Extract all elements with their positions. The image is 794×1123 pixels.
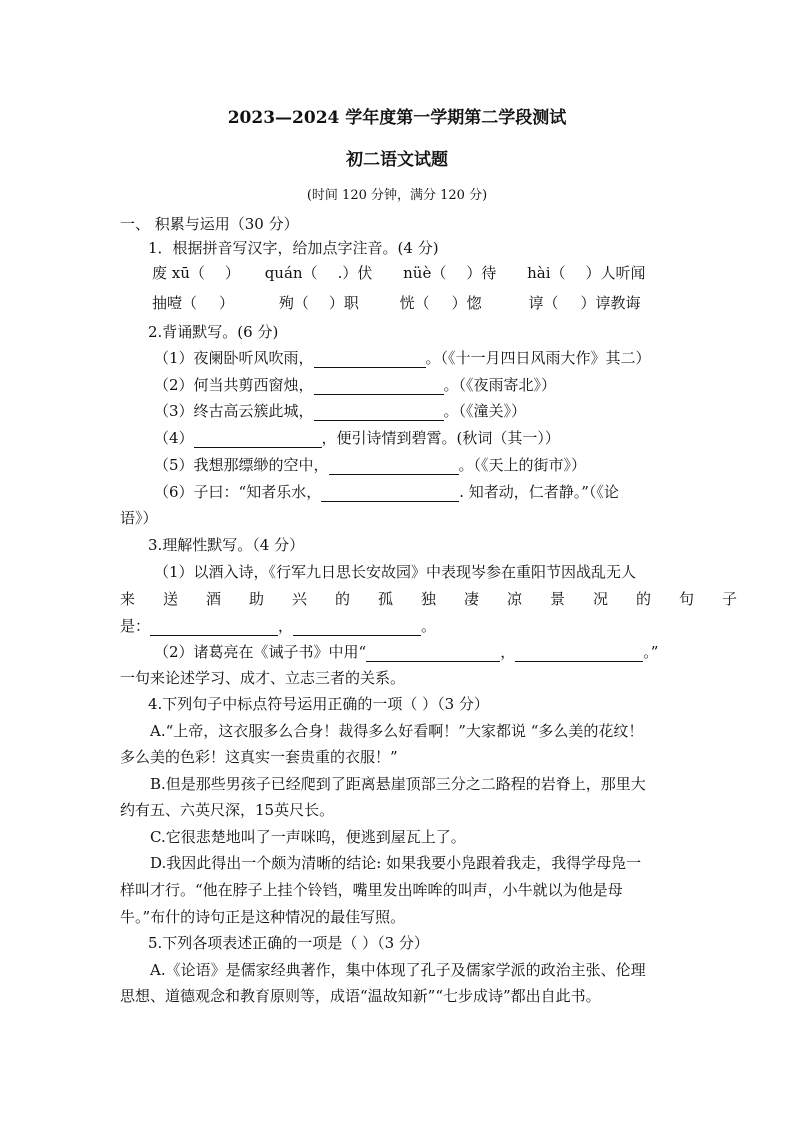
q1-stem: 1．根据拼音写汉字，给加点字注音。(4 分) <box>148 239 439 257</box>
section-heading: 一、 积累与运用（30 分） <box>120 215 299 233</box>
q3-p1-line1: （1）以酒入诗，《行军九日思长安故园》中表现岑参在重阳节因战乱无人 <box>154 563 637 581</box>
q3-p2-line1: （2）诸葛亮在《诫子书》中用“ ， 。” <box>154 643 659 661</box>
q4-option-d-line1: D.我因此得出一个颇为清晰的结论: 如果我要小凫跟着我走，我得学母凫一 <box>150 854 642 872</box>
q4-option-b-line1: B.但是那些男孩子已经爬到了距离悬崖顶部三分之二路程的岩脊上，那里大 <box>150 775 646 793</box>
q4-option-a-line1: A.“上帝，这衣服多么合身！裁得多么好看啊！”大家都说 “多么美的花纹！ <box>150 722 644 740</box>
q3-stem: 3.理解性默写。（4 分） <box>148 536 305 554</box>
q1-row2: 抽噎（ ） 殉（ ）职 恍（ ）惚 谆（ ）谆教诲 <box>152 294 641 312</box>
q5-stem: 5.下列各项表述正确的一项是（ ）（3 分） <box>148 934 429 952</box>
exam-info: (时间 120 分钟，满分 120 分) <box>306 188 488 203</box>
exam-subtitle: 初二语文试题 <box>346 150 448 170</box>
q2-line6-cont: 语》） <box>120 509 158 527</box>
q3-p1-line2: 来送酒助兴的孤独凄凉景况的句子 <box>120 590 766 608</box>
q4-option-a-line2: 多么美的色彩！这真实一套贵重的衣服！” <box>120 748 398 766</box>
q2-line1: （1）夜阑卧听风吹雨， 。（《十一月四日风雨大作》其二） <box>154 349 651 367</box>
q1-row1: 废 xū（ ） quán（ .）伏 nüè（ ）待 hài（ ）人听闻 <box>152 264 646 282</box>
q4-option-c: C.它很悲楚地叫了一声咪呜，便逃到屋瓦上了。 <box>150 828 466 846</box>
q4-option-b-line2: 约有五、六英尺深，15英尺长。 <box>120 801 335 819</box>
q2-line6: （6）子曰：“知者乐水， . 知者动，仁者静。”（《论 <box>154 483 619 501</box>
q3-p1-line3: 是： ， 。 <box>120 617 437 635</box>
q3-p2-line2: 一句来论述学习、成才、立志三者的关系。 <box>120 669 406 687</box>
q4-option-d-line2: 样叫才行。“他在脖子上挂个铃铛，嘴里发出哞哞的叫声，小牛就以为他是母 <box>120 881 623 899</box>
q2-line3: （3）终古高云簇此城， 。（《潼关》） <box>154 402 527 420</box>
q4-stem: 4.下列句子中标点符号运用正确的一项（ ）（3 分） <box>148 695 489 713</box>
exam-title: 2023—2024 学年度第一学期第二学段测试 <box>227 108 567 128</box>
q4-option-d-line3: 牛。”布什的诗句正是这种情况的最佳写照。 <box>120 908 406 926</box>
q2-line5: （5）我想那缥缈的空中， 。（《天上的街市》） <box>154 456 587 474</box>
q5-option-a-line1: A.《论语》是儒家经典著作，集中体现了孔子及儒家学派的政治主张、伦理 <box>150 961 646 979</box>
q2-line2: （2）何当共剪西窗烛， 。（《夜雨寄北》） <box>154 376 557 394</box>
q5-option-a-line2: 思想、道德观念和教育原则等，成语“温故知新”“七步成诗”都出自此书。 <box>120 987 601 1005</box>
q2-line4: （4） ，便引诗情到碧霄。(秋词（其一）） <box>154 429 560 447</box>
q2-stem: 2.背诵默写。(6 分) <box>148 323 279 341</box>
